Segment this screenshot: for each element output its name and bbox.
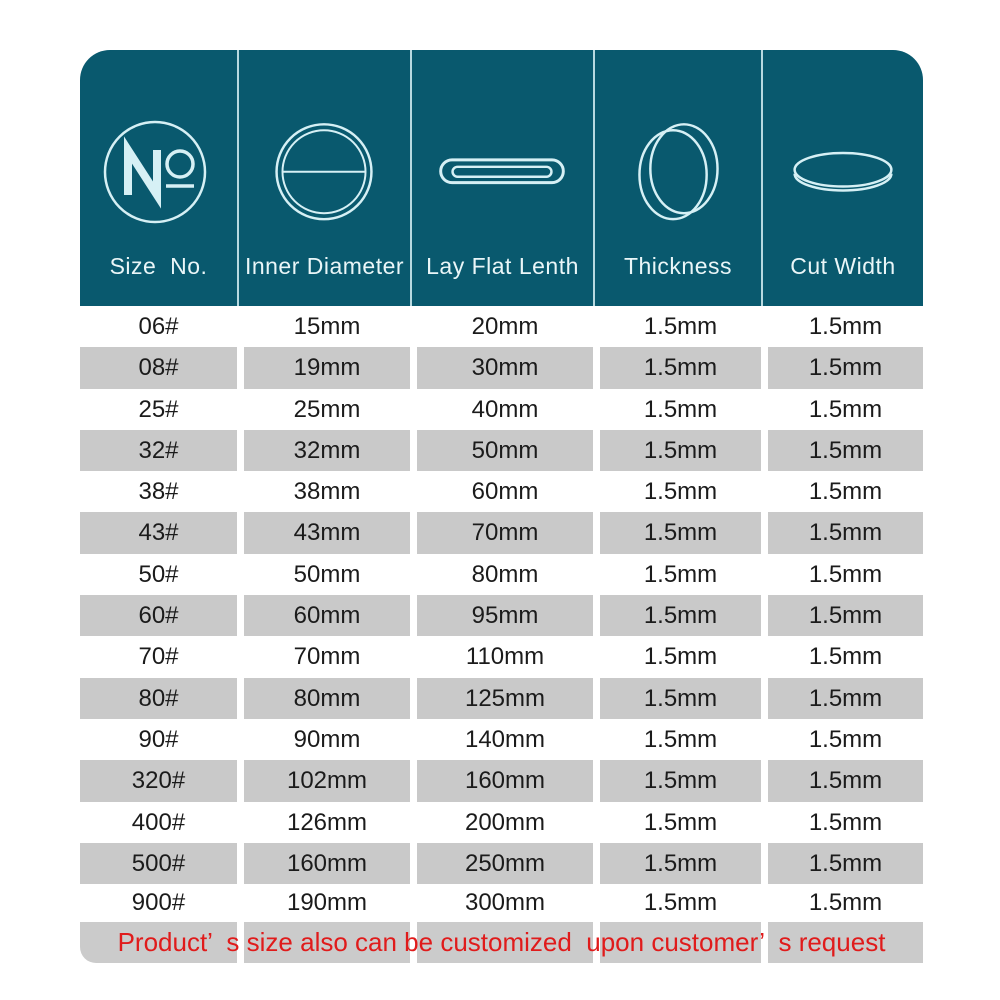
customization-note: Product’ s size also can be customized upon customer’ s request [117, 927, 886, 958]
table-cell: 1.5mm [593, 389, 761, 430]
table-cell: 1.5mm [761, 636, 923, 677]
table-cell: 32mm [237, 430, 410, 471]
size-chart-sheet [80, 50, 923, 963]
table-row [80, 760, 923, 801]
table-cell: 1.5mm [593, 554, 761, 595]
table-cell: 1.5mm [761, 512, 923, 553]
table-cell: 80# [80, 678, 237, 719]
footer-banner [80, 922, 923, 963]
cut-width-icon [763, 50, 923, 250]
table-cell: 30mm [410, 347, 593, 388]
column-label-thickness: Thickness [623, 253, 733, 279]
table-cell: 70# [138, 643, 179, 671]
table-cell: 08# [80, 347, 237, 388]
thickness-icon [595, 50, 761, 250]
column-label-cut-width: Cut Width [790, 253, 896, 279]
table-cell: 25mm [237, 389, 410, 430]
table-cell: 06# [138, 313, 179, 340]
table-cell: 43mm [237, 512, 410, 553]
table-header [80, 50, 923, 306]
table-cell: 90# [138, 725, 179, 753]
table-cell: 20mm [410, 306, 593, 347]
table-row [80, 884, 923, 922]
table-cell: 60# [80, 595, 237, 636]
table-row [80, 843, 923, 884]
table-cell: 80mm [410, 554, 593, 595]
table-cell: 1.5mm [761, 719, 923, 760]
header-col-cut-width [761, 50, 923, 306]
table-cell: 1.5mm [593, 802, 761, 843]
table-cell: 60mm [237, 595, 410, 636]
table-cell: 1.5mm [593, 843, 761, 884]
table-row [80, 430, 923, 471]
lay-flat-icon [412, 50, 593, 250]
table-row [80, 306, 923, 347]
table-cell: 1.5mm [593, 760, 761, 801]
table-cell: 1.5mm [761, 389, 923, 430]
table-cell: 1.5mm [761, 347, 923, 388]
table-row [80, 678, 923, 719]
table-cell: 500# [80, 843, 237, 884]
header-col-inner-diameter [237, 50, 410, 306]
table-row [80, 512, 923, 553]
table-cell: 1.5mm [593, 471, 761, 512]
table-cell: 320# [80, 760, 237, 801]
table-cell: 1.5mm [593, 306, 761, 347]
table-cell: 200mm [410, 802, 593, 843]
table-row [80, 471, 923, 512]
table-cell: 900# [131, 889, 186, 917]
table-cell: 43# [80, 512, 237, 553]
table-cell: 1.5mm [593, 430, 761, 471]
table-cell: 1.5mm [761, 306, 923, 347]
table-cell: 140mm [410, 719, 593, 760]
table-row [80, 719, 923, 760]
table-cell: 32# [80, 430, 237, 471]
table-cell: 1.5mm [593, 678, 761, 719]
table-cell: 38mm [237, 471, 410, 512]
table-cell: 19mm [237, 347, 410, 388]
table-body [80, 306, 923, 922]
table-row [80, 554, 923, 595]
table-cell: 50# [138, 560, 179, 588]
table-cell: 60mm [410, 471, 593, 512]
table-cell: 1.5mm [593, 719, 761, 760]
numero-icon [80, 50, 237, 250]
table-cell: 25# [138, 395, 179, 423]
table-cell: 160mm [410, 760, 593, 801]
table-cell: 110mm [410, 636, 593, 677]
inner-diameter-icon [239, 50, 410, 250]
table-cell: 1.5mm [761, 802, 923, 843]
table-cell: 1.5mm [761, 760, 923, 801]
table-row [80, 802, 923, 843]
table-cell: 1.5mm [593, 884, 761, 922]
table-cell: 300mm [410, 884, 593, 922]
table-cell: 40mm [410, 389, 593, 430]
table-cell: 95mm [410, 595, 593, 636]
table-cell: 1.5mm [593, 512, 761, 553]
table-cell: 50mm [410, 430, 593, 471]
table-row [80, 636, 923, 677]
table-cell: 1.5mm [593, 595, 761, 636]
header-col-thickness [593, 50, 761, 306]
table-cell: 1.5mm [761, 554, 923, 595]
table-cell: 90mm [237, 719, 410, 760]
table-row [80, 595, 923, 636]
table-row [80, 389, 923, 430]
table-cell: 38# [138, 478, 179, 506]
column-label-size-no: Size No. [109, 253, 208, 279]
table-cell: 126mm [237, 802, 410, 843]
table-cell: 1.5mm [761, 595, 923, 636]
table-cell: 160mm [237, 843, 410, 884]
table-cell: 1.5mm [593, 347, 761, 388]
header-col-lay-flat-length [410, 50, 593, 306]
table-cell: 400# [131, 808, 186, 836]
column-label-lay-flat-length: Lay Flat Lenth [426, 253, 579, 279]
table-cell: 1.5mm [761, 471, 923, 512]
header-col-size-no [80, 50, 237, 306]
table-cell: 1.5mm [593, 636, 761, 677]
table-cell: 250mm [410, 843, 593, 884]
table-cell: 125mm [410, 678, 593, 719]
table-cell: 80mm [237, 678, 410, 719]
table-cell: 1.5mm [761, 884, 923, 922]
table-cell: 190mm [237, 884, 410, 922]
table-cell: 50mm [237, 554, 410, 595]
table-cell: 70mm [410, 512, 593, 553]
column-label-inner-diameter: Inner Diameter [244, 253, 405, 279]
table-cell: 102mm [237, 760, 410, 801]
table-row [80, 347, 923, 388]
table-cell: 1.5mm [761, 843, 923, 884]
table-cell: 1.5mm [761, 430, 923, 471]
table-cell: 1.5mm [761, 678, 923, 719]
table-cell: 15mm [237, 306, 410, 347]
table-cell: 70mm [237, 636, 410, 677]
